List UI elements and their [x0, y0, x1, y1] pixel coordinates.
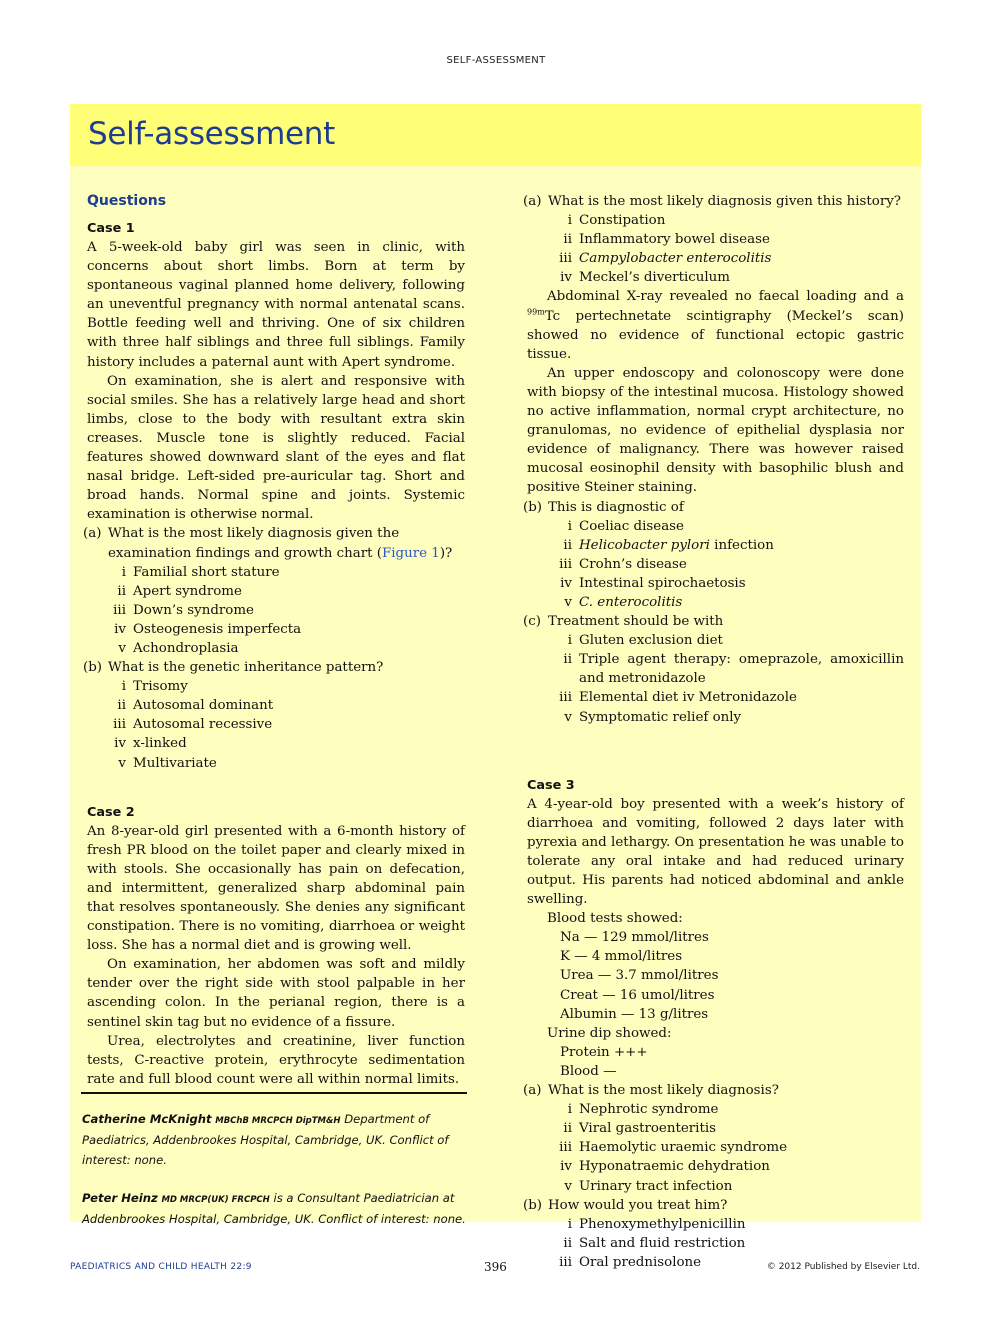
lab-value: Na — 129 mmol/litres	[560, 930, 709, 946]
option: i Nephrotic syndrome	[567, 1102, 719, 1118]
lab-value: K — 4 mmol/litres	[560, 949, 683, 965]
case2-para5: An upper endoscopy and colonoscopy were done with biopsy of the intestinal mucosa. Histology showed no active inflammation, normal crypt architecture, no granulomas, no evidence of epithelial dysplasia nor evidence of malignancy. There was however raised mucosal eosinophil density with basophilic blush and positive Steiner staining.	[527, 365, 904, 496]
lab-value: Blood —	[560, 1063, 617, 1079]
option: v Multivariate	[118, 755, 217, 771]
option: iv Intestinal spirochaetosis	[560, 575, 746, 591]
right-column	[523, 192, 904, 1272]
question-label: (a)	[83, 526, 102, 542]
option: iii Campylobacter enterocolitis	[559, 251, 772, 267]
lab-value: Albumin — 13 g/litres	[560, 1006, 709, 1022]
option: iv x-linked	[114, 736, 187, 752]
author-notes	[82, 1110, 482, 1229]
option: ii Salt and fluid restriction	[563, 1235, 746, 1251]
option: i Phenoxymethylpenicillin	[567, 1216, 746, 1232]
option: v Urinary tract infection	[564, 1178, 733, 1194]
case1-heading: Case 1	[87, 221, 135, 236]
case2-heading: Case 2	[87, 804, 135, 820]
case3-heading: Case 3	[527, 777, 575, 793]
option: iv Hyponatraemic dehydration	[560, 1159, 770, 1175]
option: i Constipation	[567, 213, 666, 229]
option: v C. enterocolitis	[564, 594, 683, 610]
option: iv Osteogenesis imperfecta	[114, 621, 302, 637]
option: iii Haemolytic uraemic syndrome	[559, 1140, 787, 1156]
option: iv Meckel’s diverticulum	[560, 270, 730, 286]
option: i Trisomy	[121, 679, 188, 695]
lab-value: Protein +++	[560, 1044, 648, 1060]
option: iii Down’s syndrome	[113, 602, 254, 618]
case3-question-b: (b) How would you treat him?	[523, 1197, 728, 1213]
author-note: Catherine McKnight MBChB MRCPCH DipTM&H Department of Paediatrics, Addenbrookes Hospital, Cambridge, UK. Conflict of interest: none.	[82, 1112, 449, 1167]
author-note: Peter Heinz MD MRCP(UK) FRCPCH is a Consultant Paediatrician at Addenbrookes Hospital, Cambridge, UK. Conflict of interest: none.	[82, 1190, 466, 1227]
case2-para1: An 8-year-old girl presented with a 6-month history of fresh PR blood on the toilet paper and clearly mixed in with stools. She occasionally has pain on defecation, and intermittent, generalized sharp abdominal pain that resolves spontaneously. She denies any significant constipation. There is no vomiting, diarrhoea or weight loss. She has a normal diet and is growing well.	[87, 823, 465, 954]
figure-link[interactable]: Figure 1	[381, 545, 440, 561]
blood-tests-label: Blood tests showed:	[547, 911, 683, 927]
case2-question-c: (c) Treatment should be with	[523, 614, 724, 630]
questions-heading: Questions	[87, 193, 167, 209]
option: i Coeliac disease	[567, 518, 684, 534]
option: v Symptomatic relief only	[564, 709, 742, 725]
case1-question-a	[83, 524, 465, 562]
case2-para3: Urea, electrolytes and creatinine, liver function tests, C-reactive protein, erythrocyte sedimentation rate and full blood count were all within normal limits.	[87, 1033, 465, 1087]
option: ii Triple agent therapy: omeprazole, amoxicillin and metronidazole	[563, 652, 904, 687]
urine-dip-label: Urine dip showed:	[547, 1025, 672, 1041]
lab-value: Urea — 3.7 mmol/litres	[560, 968, 719, 984]
left-column	[83, 192, 465, 1089]
case2-question-a: (a) What is the most likely diagnosis given this history?	[523, 194, 901, 209]
option: ii Apert syndrome	[117, 583, 242, 599]
case1-para1: A 5-week-old baby girl was seen in clinic, with concerns about short limbs. Born at term by spontaneous vaginal planned home delivery, following an uneventful pregnancy with normal antenatal scans. Bottle feeding well and thriving. One of six children with three half siblings and three full siblings. Family history includes a paternal aunt with Apert syndrome.	[87, 240, 465, 370]
case2-question-b: (b) This is diagnostic of	[523, 499, 684, 515]
footer-copyright: © 2012 Published by Elsevier Ltd.	[766, 1262, 920, 1272]
footer-page-number: 396	[484, 1260, 507, 1274]
footer-journal: PAEDIATRICS AND CHILD HEALTH 22:9	[70, 1262, 252, 1272]
case1-para2: On examination, she is alert and responsive with social smiles. She has a relatively large head and short limbs, close to the body with resultant extra skin creases. Muscle tone is slightly reduced. Facial features showed downward slant of the eyes and flat nasal bridge. Left-sided pre-auricular tag. Short and broad hands. Normal spine and joints. Systemic examination is otherwise normal.	[87, 373, 465, 523]
case2-para2: On examination, her abdomen was soft and mildly tender over the right side with stool palpable in her ascending colon. In the perianal region, there is a sentinel skin tag but no evidence of a fissure.	[87, 957, 465, 1030]
option: v Achondroplasia	[118, 640, 239, 656]
case2-para4: Abdominal X-ray revealed no faecal loading and a $^{99m}$Tc pertechnetate scintigraphy (Meckel’s scan) showed no evidence of functional ectopic gastric tissue.	[527, 289, 904, 362]
case3-question-a: (a) What is the most likely diagnosis?	[523, 1083, 779, 1099]
author-divider	[81, 1092, 467, 1094]
option: iii Oral prednisolone	[559, 1254, 702, 1270]
option: ii Helicobacter pylori infection	[563, 537, 774, 553]
title-band	[70, 104, 921, 166]
option: iii Autosomal recessive	[113, 717, 273, 733]
option: i Familial short stature	[121, 564, 280, 580]
question-text: What is the most likely diagnosis given the examination findings and growth chart (Figure 1)?	[108, 526, 453, 561]
option: ii Viral gastroenteritis	[563, 1121, 716, 1137]
option: iii Crohn’s disease	[559, 556, 687, 572]
option: ii Autosomal dominant	[117, 698, 274, 714]
option: ii Inflammatory bowel disease	[563, 232, 770, 248]
page-title: Self-assessment	[88, 116, 336, 152]
case3-para1: A 4-year-old boy presented with a week’s history of diarrhoea and vomiting, followed 2 days later with pyrexia and lethargy. On presentation he was unable to tolerate any oral intake and had reduced urinary output. His parents had noticed abdominal and ankle swelling.	[527, 796, 904, 908]
lab-value: Creat — 16 umol/litres	[560, 987, 715, 1003]
option: iii Elemental diet iv Metronidazole	[559, 690, 797, 706]
running-head: SELF-ASSESSMENT	[446, 55, 546, 66]
case1-question-b: (b) What is the genetic inheritance pattern?	[83, 660, 384, 676]
option: i Gluten exclusion diet	[567, 633, 723, 649]
